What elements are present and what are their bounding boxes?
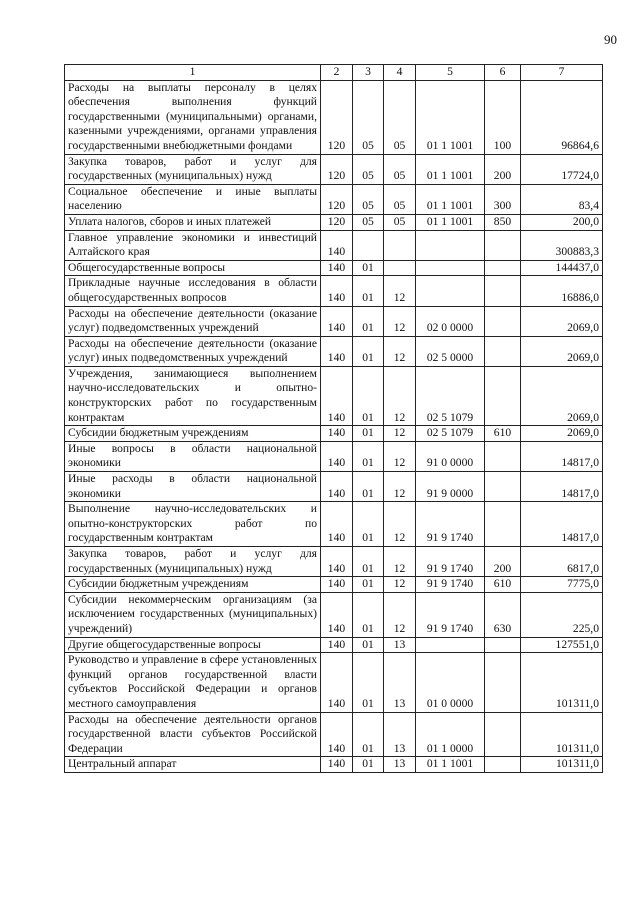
cell-col-6: 200 — [485, 547, 521, 577]
table-row — [65, 592, 603, 637]
cell-col-5: 01 1 1001 — [416, 154, 485, 184]
cell-col-5: 01 1 1001 — [416, 757, 485, 773]
cell-col-3: 01 — [353, 276, 384, 306]
cell-col-2: 140 — [321, 547, 353, 577]
column-header: 6 — [485, 65, 521, 81]
cell-col-6 — [485, 502, 521, 547]
cell-col-2: 120 — [321, 80, 353, 154]
cell-col-3: 01 — [353, 757, 384, 773]
table-row — [65, 547, 603, 577]
cell-col-3: 01 — [353, 260, 384, 276]
column-header: 7 — [521, 65, 603, 81]
table-body — [65, 80, 603, 772]
table-row — [65, 154, 603, 184]
cell-col-3: 01 — [353, 441, 384, 471]
cell-col-2: 140 — [321, 653, 353, 712]
table-row — [65, 502, 603, 547]
cell-col-4: 05 — [384, 214, 416, 230]
cell-col-3: 05 — [353, 80, 384, 154]
cell-col-4: 05 — [384, 80, 416, 154]
column-header: 1 — [65, 65, 321, 81]
cell-col-5: 91 9 1740 — [416, 592, 485, 637]
table-row — [65, 637, 603, 653]
cell-col-4: 12 — [384, 472, 416, 502]
row-description: Общегосударственные вопросы — [65, 260, 321, 276]
cell-amount: 127551,0 — [521, 637, 603, 653]
cell-col-2: 140 — [321, 472, 353, 502]
cell-amount: 101311,0 — [521, 757, 603, 773]
row-description: Закупка товаров, работ и услуг для государственных (муниципальных) нужд — [65, 547, 321, 577]
cell-col-2: 120 — [321, 154, 353, 184]
row-description: Руководство и управление в сфере установленных функций органов государственной власти субъектов Российской Федерации и органов местного самоуправления — [65, 653, 321, 712]
row-description: Иные вопросы в области национальной экономики — [65, 441, 321, 471]
cell-col-4 — [384, 260, 416, 276]
table-row — [65, 426, 603, 442]
column-header: 4 — [384, 65, 416, 81]
row-description: Расходы на выплаты персоналу в целях обеспечения выполнения функций государственными (муниципальными) органами, казенными учреждениями, органами управления государственными внебюджетными фондами — [65, 80, 321, 154]
cell-col-4 — [384, 230, 416, 260]
cell-col-4: 12 — [384, 502, 416, 547]
cell-col-2: 120 — [321, 214, 353, 230]
cell-col-6 — [485, 366, 521, 425]
cell-col-2: 140 — [321, 230, 353, 260]
cell-amount: 83,4 — [521, 184, 603, 214]
cell-col-5 — [416, 276, 485, 306]
cell-col-6: 100 — [485, 80, 521, 154]
column-header: 5 — [416, 65, 485, 81]
cell-col-2: 140 — [321, 441, 353, 471]
cell-amount: 16886,0 — [521, 276, 603, 306]
cell-col-5: 02 5 1079 — [416, 426, 485, 442]
cell-col-3: 01 — [353, 306, 384, 336]
cell-col-6: 610 — [485, 577, 521, 593]
row-description: Социальное обеспечение и иные выплаты населению — [65, 184, 321, 214]
cell-col-2: 140 — [321, 712, 353, 757]
cell-col-6 — [485, 336, 521, 366]
column-header: 2 — [321, 65, 353, 81]
cell-col-2: 140 — [321, 366, 353, 425]
table-row — [65, 214, 603, 230]
cell-col-5: 01 1 1001 — [416, 214, 485, 230]
cell-amount: 2069,0 — [521, 336, 603, 366]
column-header: 3 — [353, 65, 384, 81]
cell-col-5: 02 5 1079 — [416, 366, 485, 425]
table-row — [65, 184, 603, 214]
cell-col-6 — [485, 712, 521, 757]
table-row — [65, 577, 603, 593]
cell-col-4: 05 — [384, 154, 416, 184]
cell-col-6: 850 — [485, 214, 521, 230]
row-description: Субсидии бюджетным учреждениям — [65, 577, 321, 593]
cell-col-2: 140 — [321, 276, 353, 306]
cell-col-3: 01 — [353, 336, 384, 366]
row-description: Иные расходы в области национальной экономики — [65, 472, 321, 502]
cell-col-6 — [485, 306, 521, 336]
cell-col-2: 140 — [321, 577, 353, 593]
cell-amount: 200,0 — [521, 214, 603, 230]
table-header-row — [65, 65, 603, 81]
cell-col-6: 630 — [485, 592, 521, 637]
cell-amount: 7775,0 — [521, 577, 603, 593]
cell-col-2: 140 — [321, 502, 353, 547]
table-row — [65, 472, 603, 502]
row-description: Субсидии некоммерческим организациям (за исключением государственных (муниципальных) учреждений) — [65, 592, 321, 637]
cell-col-4: 12 — [384, 366, 416, 425]
table-row — [65, 306, 603, 336]
cell-col-2: 140 — [321, 757, 353, 773]
row-description: Центральный аппарат — [65, 757, 321, 773]
cell-col-5: 91 9 1740 — [416, 502, 485, 547]
cell-amount: 17724,0 — [521, 154, 603, 184]
cell-col-6 — [485, 757, 521, 773]
cell-col-5: 91 0 0000 — [416, 441, 485, 471]
cell-col-4: 12 — [384, 577, 416, 593]
table-row — [65, 366, 603, 425]
cell-col-6: 300 — [485, 184, 521, 214]
cell-col-2: 140 — [321, 336, 353, 366]
cell-col-3: 05 — [353, 184, 384, 214]
cell-col-6: 200 — [485, 154, 521, 184]
cell-col-5: 01 1 1001 — [416, 80, 485, 154]
cell-col-4: 12 — [384, 276, 416, 306]
cell-col-2: 140 — [321, 637, 353, 653]
cell-amount: 6817,0 — [521, 547, 603, 577]
cell-col-4: 13 — [384, 712, 416, 757]
cell-col-4: 12 — [384, 441, 416, 471]
cell-amount: 101311,0 — [521, 712, 603, 757]
cell-amount: 2069,0 — [521, 426, 603, 442]
cell-col-2: 140 — [321, 260, 353, 276]
cell-col-3: 01 — [353, 653, 384, 712]
cell-amount: 14817,0 — [521, 441, 603, 471]
cell-col-5: 01 1 0000 — [416, 712, 485, 757]
cell-col-3: 01 — [353, 592, 384, 637]
cell-col-3: 01 — [353, 577, 384, 593]
row-description: Закупка товаров, работ и услуг для государственных (муниципальных) нужд — [65, 154, 321, 184]
cell-col-6 — [485, 260, 521, 276]
row-description: Другие общегосударственные вопросы — [65, 637, 321, 653]
cell-col-6 — [485, 637, 521, 653]
page-number: 90 — [604, 32, 617, 47]
cell-col-2: 140 — [321, 306, 353, 336]
cell-col-3: 01 — [353, 712, 384, 757]
cell-col-4: 13 — [384, 653, 416, 712]
row-description: Выполнение научно-исследовательских и опытно-конструкторских работ по государственным контрактам — [65, 502, 321, 547]
cell-col-5: 02 0 0000 — [416, 306, 485, 336]
cell-col-5: 02 5 0000 — [416, 336, 485, 366]
budget-table — [64, 64, 603, 773]
cell-col-5: 01 0 0000 — [416, 653, 485, 712]
cell-amount: 101311,0 — [521, 653, 603, 712]
cell-col-6 — [485, 472, 521, 502]
cell-col-3: 01 — [353, 502, 384, 547]
cell-col-6 — [485, 230, 521, 260]
cell-col-3: 01 — [353, 472, 384, 502]
cell-col-3: 05 — [353, 154, 384, 184]
table-row — [65, 260, 603, 276]
cell-col-6 — [485, 276, 521, 306]
cell-col-3 — [353, 230, 384, 260]
cell-col-3: 01 — [353, 426, 384, 442]
cell-col-4: 13 — [384, 757, 416, 773]
cell-col-4: 12 — [384, 547, 416, 577]
cell-amount: 96864,6 — [521, 80, 603, 154]
cell-col-3: 01 — [353, 366, 384, 425]
cell-col-3: 01 — [353, 637, 384, 653]
row-description: Учреждения, занимающиеся выполнением научно-исследовательских и опытно-конструкторских работ по государственным контрактам — [65, 366, 321, 425]
table-row — [65, 712, 603, 757]
cell-col-4: 12 — [384, 306, 416, 336]
cell-amount: 14817,0 — [521, 472, 603, 502]
table-row — [65, 276, 603, 306]
cell-col-6 — [485, 441, 521, 471]
cell-col-6 — [485, 653, 521, 712]
cell-col-3: 01 — [353, 547, 384, 577]
row-description: Субсидии бюджетным учреждениям — [65, 426, 321, 442]
cell-col-3: 05 — [353, 214, 384, 230]
cell-amount: 144437,0 — [521, 260, 603, 276]
cell-col-5: 91 9 0000 — [416, 472, 485, 502]
cell-amount: 14817,0 — [521, 502, 603, 547]
cell-col-4: 12 — [384, 592, 416, 637]
cell-col-5 — [416, 260, 485, 276]
table-row — [65, 441, 603, 471]
cell-col-2: 140 — [321, 426, 353, 442]
table-row — [65, 80, 603, 154]
table-row — [65, 336, 603, 366]
cell-col-2: 120 — [321, 184, 353, 214]
table-row — [65, 757, 603, 773]
cell-col-5: 01 1 1001 — [416, 184, 485, 214]
table-row — [65, 230, 603, 260]
cell-col-5 — [416, 637, 485, 653]
cell-col-4: 05 — [384, 184, 416, 214]
cell-col-2: 140 — [321, 592, 353, 637]
row-description: Главное управление экономики и инвестиций Алтайского края — [65, 230, 321, 260]
cell-amount: 300883,3 — [521, 230, 603, 260]
row-description: Расходы на обеспечение деятельности (оказание услуг) подведомственных учреждений — [65, 306, 321, 336]
row-description: Расходы на обеспечение деятельности органов государственной власти субъектов Российской Федерации — [65, 712, 321, 757]
cell-col-5: 91 9 1740 — [416, 577, 485, 593]
row-description: Расходы на обеспечение деятельности (оказание услуг) иных подведомственных учреждений — [65, 336, 321, 366]
cell-col-4: 12 — [384, 426, 416, 442]
cell-col-4: 13 — [384, 637, 416, 653]
cell-col-4: 12 — [384, 336, 416, 366]
cell-col-5 — [416, 230, 485, 260]
row-description: Прикладные научные исследования в области общегосударственных вопросов — [65, 276, 321, 306]
cell-amount: 2069,0 — [521, 366, 603, 425]
table-row — [65, 653, 603, 712]
cell-col-6: 610 — [485, 426, 521, 442]
cell-amount: 2069,0 — [521, 306, 603, 336]
row-description: Уплата налогов, сборов и иных платежей — [65, 214, 321, 230]
cell-col-5: 91 9 1740 — [416, 547, 485, 577]
cell-amount: 225,0 — [521, 592, 603, 637]
